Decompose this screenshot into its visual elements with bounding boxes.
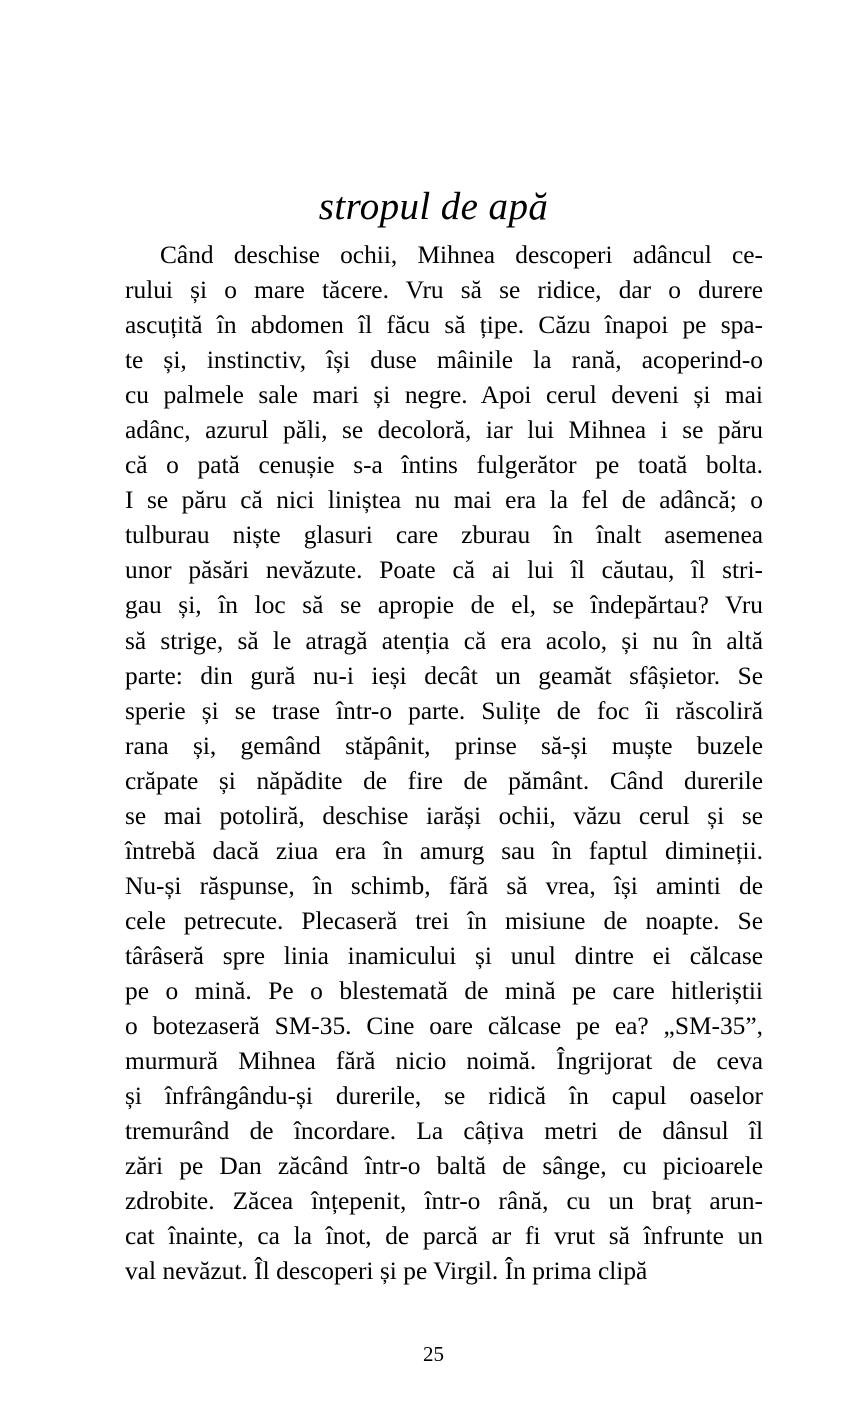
text-line: că o pată cenușie s-a întins fulgerător pe toată bolta.	[125, 451, 763, 480]
page-number: 25	[423, 1342, 444, 1366]
text-line: Nu-și răspunse, în schimb, fără să vrea, își aminti de	[125, 871, 763, 900]
text-line: I se păru că nici liniștea nu mai era la fel de adâncă; o	[125, 486, 763, 515]
text-line: murmură Mihnea fără nicio noimă. Îngrijorat de ceva	[125, 1047, 763, 1076]
text-line: se mai potoliră, deschise iarăși ochii, văzu cerul și se	[125, 801, 763, 830]
text-line: crăpate și năpădite de fire de pământ. Când durerile	[125, 766, 763, 795]
text-line: și înfrângându-și durerile, se ridică în capul oaselor	[125, 1082, 763, 1111]
text-line: unor păsări nevăzute. Poate că ai lui îl căutau, îl stri-	[125, 556, 763, 585]
text-line: adânc, azurul păli, se decoloră, iar lui Mihnea i se păru	[125, 416, 763, 445]
text-line: întrebă dacă ziua era în amurg sau în faptul dimineții.	[125, 836, 763, 865]
text-line: gau și, în loc să se apropie de el, se îndepărtau? Vru	[125, 591, 763, 620]
text-line: parte: din gură nu-i ieși decât un geamăt sfâșietor. Se	[125, 661, 763, 690]
paragraph	[125, 238, 763, 1289]
text-line: rana și, gemând stăpânit, prinse să-și muște buzele	[125, 731, 763, 760]
text-line: te și, instinctiv, își duse mâinile la rană, acoperind-o	[125, 346, 763, 375]
text-line: val nevăzut. Îl descoperi și pe Virgil. În prima clipă	[125, 1257, 648, 1286]
text-line: târâseră spre linia inamicului și unul dintre ei călcase	[125, 941, 763, 970]
text-line: zdrobite. Zăcea înțepenit, într-o rână, cu un braț arun-	[125, 1187, 763, 1216]
text-line: cat înainte, ca la înot, de parcă ar fi vrut să înfrunte un	[125, 1222, 763, 1251]
text-line: Când deschise ochii, Mihnea descoperi adâncul ce-	[160, 241, 763, 269]
text-line: să strige, să le atragă atenția că era acolo, și nu în altă	[125, 626, 763, 655]
text-line: zări pe Dan zăcând într-o baltă de sânge, cu picioarele	[125, 1152, 763, 1181]
text-line: sperie și se trase într-o parte. Sulițe de foc îi răscoliră	[125, 696, 763, 725]
text-line: pe o mină. Pe o blestemată de mină pe care hitleriștii	[125, 976, 763, 1005]
body-text-block	[125, 238, 763, 1289]
text-line: ascuțită în abdomen îl făcu să țipe. Căzu înapoi pe spa-	[125, 311, 763, 340]
text-line: tremurând de încordare. La câțiva metri de dânsul îl	[125, 1117, 763, 1146]
chapter-title: stropul de apă	[318, 185, 549, 229]
text-line: o botezaseră SM-35. Cine oare călcase pe ea? „SM-35”,	[125, 1012, 763, 1041]
text-line: rului și o mare tăcere. Vru să se ridice, dar o durere	[125, 276, 763, 305]
text-line: tulburau niște glasuri care zburau în înalt asemenea	[125, 521, 763, 550]
text-line: cele petrecute. Plecaseră trei în misiune de noapte. Se	[125, 906, 763, 935]
text-line: cu palmele sale mari și negre. Apoi cerul deveni și mai	[125, 381, 763, 410]
